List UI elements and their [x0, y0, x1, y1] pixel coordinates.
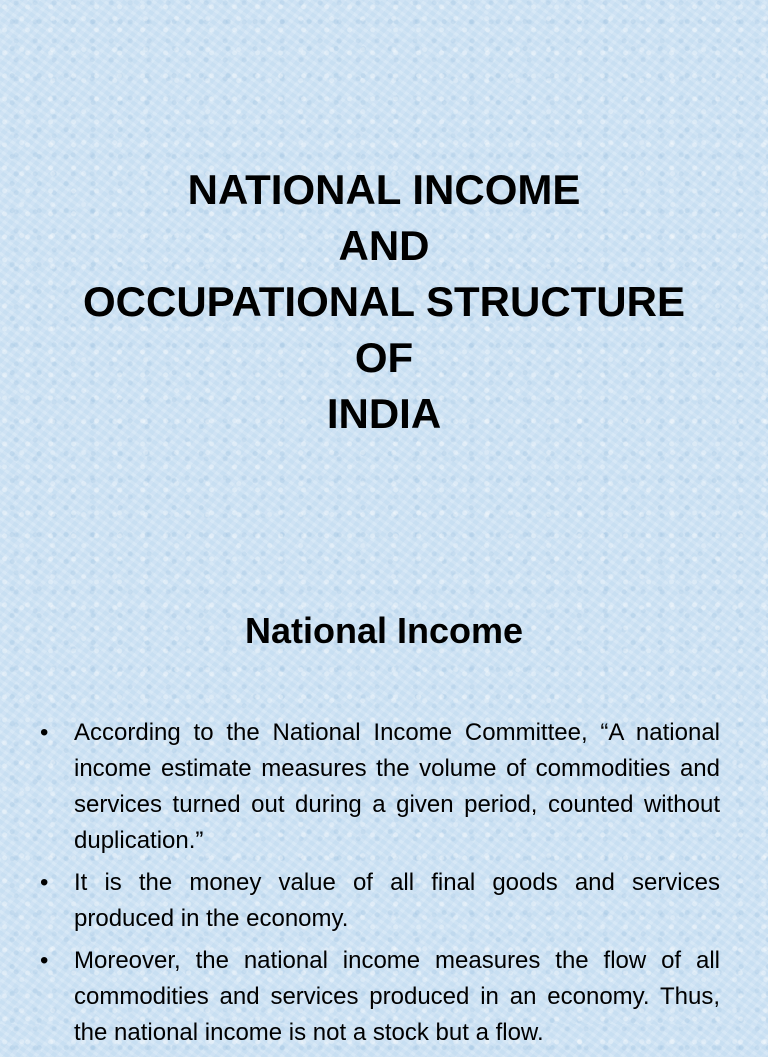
bullet-icon: •: [40, 947, 49, 974]
bullet-text: Moreover, the national income measures the flow of all commodities and services produced in an economy. Thus, the national income is not a stock but a flow.: [74, 947, 720, 1046]
title-line-2: AND: [338, 222, 430, 269]
title-line-3: OCCUPATIONAL STRUCTURE: [83, 278, 685, 325]
bullet-icon: •: [40, 869, 49, 896]
title-line-4: OF: [354, 334, 414, 381]
title-line-1: NATIONAL INCOME: [187, 166, 581, 213]
bullet-text: According to the National Income Committee, “A national income estimate measures the volume of commodities and services turned out during a given period, counted without duplication.”: [74, 719, 720, 854]
title-line-5: INDIA: [326, 390, 442, 437]
slide-title: [0, 162, 768, 442]
bullet-icon: •: [40, 719, 49, 746]
bullet-item: [40, 943, 720, 1051]
bullet-text: It is the money value of all final goods and services produced in the economy.: [74, 869, 720, 932]
bullet-item: [40, 715, 720, 859]
section-heading: National Income: [244, 610, 524, 651]
bullet-list: [40, 715, 720, 1057]
bullet-item: [40, 865, 720, 937]
